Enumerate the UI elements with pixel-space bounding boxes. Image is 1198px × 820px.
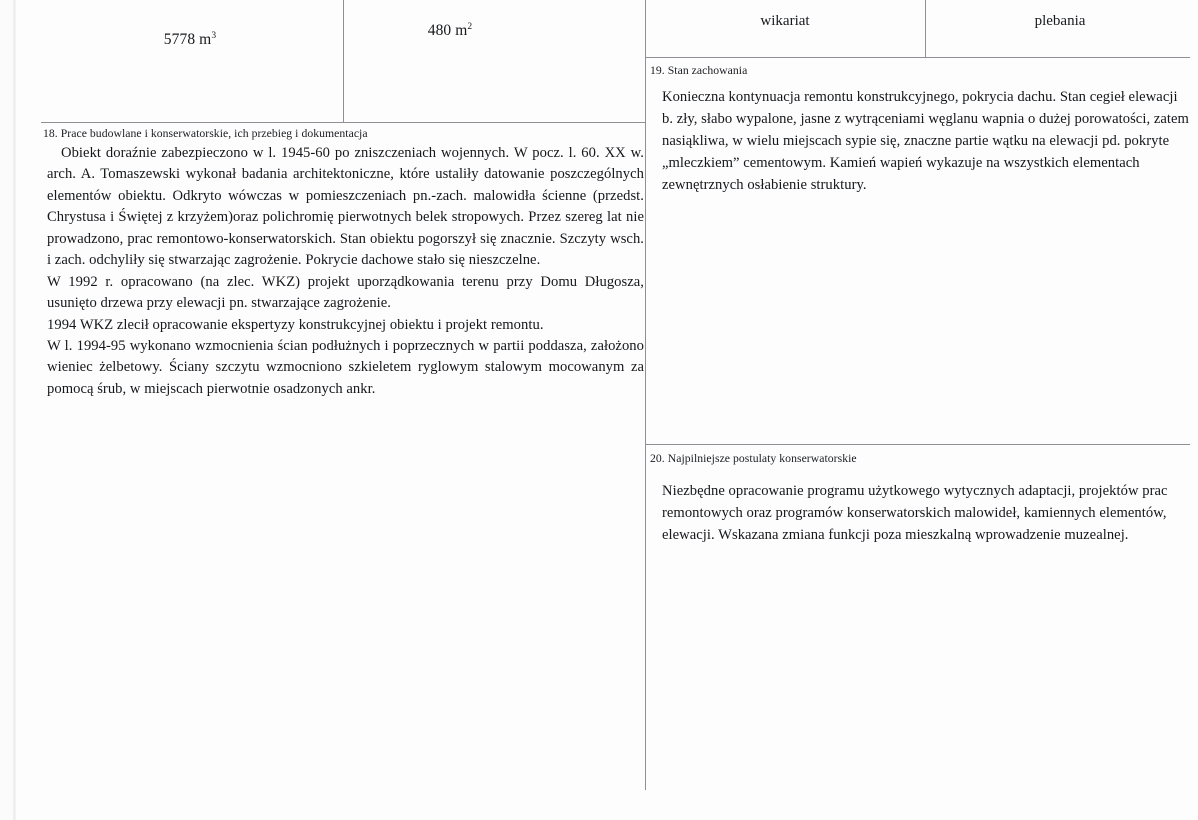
- table-rule-horizontal-right: [645, 57, 1190, 58]
- section-18-heading: 18. Prace budowlane i konserwatorskie, ich przebieg i dokumentacja: [43, 127, 368, 140]
- table-rule-vertical-left: [343, 0, 344, 122]
- powierzchnia-unit-exponent: 2: [467, 22, 473, 32]
- scan-edge-artifact: [13, 0, 16, 820]
- section-18-paragraph-1: Obiekt doraźnie zabezpieczono w l. 1945-60 po zniszczeniach wojennych. W pocz. l. 60. XX w. arch. A. Tomaszewski wykonał badania architektoniczne, które ustaliły datowanie poszczególnych elementów obiektu. Odkryto wówczas w pomieszczeniach pn.-zach. malowidła ścienne (przedst. Chrystusa i Świętej z krzyżem)oraz polichromię pierwotnych belek stropowych. Przez szereg lat nie prowadzono, prac remontowo-konserwatorskich. Stan obiektu pogorszył się znacznie. Szczyty wsch. i zach. odchyliły się stwarzając zagrożenie. Pokrycie dachowe stało się nieszczelne.: [47, 145, 644, 269]
- table-cell-powierzchnia: [370, 22, 530, 40]
- section-20-body: [662, 481, 1190, 547]
- section-19-body: [662, 87, 1190, 196]
- section-18-body: [47, 143, 644, 400]
- kubatura-unit-exponent: 3: [211, 31, 217, 41]
- section-19-20-divider-rule: [645, 444, 1190, 445]
- scan-margin: [0, 0, 13, 820]
- section-18-paragraph-3: 1994 WKZ zlecił opracowanie ekspertyzy konstrukcyjnej obiektu i projekt remontu.: [47, 316, 544, 333]
- table-cell-wikariat: wikariat: [760, 13, 810, 29]
- section-20-paragraph-1: Niezbędne opracowanie programu użytkowego wytycznych adaptacji, projektów prac remontowych oraz programów konserwatorskich malowideł, kamiennych elementów, elewacji. Wskazana zmiana funkcji poza mieszkalną wprowadzenie muzealnej.: [662, 483, 1168, 543]
- section-18-paragraph-4: W l. 1994-95 wykonano wzmocnienia ścian podłużnych i poprzecznych w partii poddasza, założono wieniec żelbetowy. Ściany szczytu wzmocniono szkieletem ryglowym stalowym mocowanym za pomocą śrub, w miejscach pierwotnie osadzonych ankr.: [47, 337, 644, 397]
- table-cell-plebania: plebania: [1034, 13, 1086, 29]
- table-rule-horizontal-left: [41, 122, 645, 123]
- table-rule-vertical-right: [925, 0, 926, 57]
- kubatura-value: 5778 m: [163, 31, 212, 49]
- section-19-paragraph-1: Konieczna kontynuacja remontu konstrukcyjnego, pokrycia dachu. Stan cegieł elewacji b. zły, słabo wypalone, jasne z wytrąceniami węglanu wapnia o dużej porowatości, zatem nasiąkliwa, w wielu miejscach sypie się, znaczne partie wątku na elewacji pd. pokryte „mleczkiem” cementowym. Kamień wapień wykazuje na wszystkich elementach zewnętrznych osłabienie struktury.: [662, 89, 1189, 193]
- table-cell-kubatura: [100, 31, 280, 49]
- powierzchnia-value: 480 m: [427, 22, 468, 40]
- section-18-paragraph-2: W 1992 r. opracowano (na zlec. WKZ) projekt uporządkowania terenu przy Domu Długosza, usunięto drzewa przy elewacji pn. stwarzające zagrożenie.: [47, 273, 644, 312]
- section-19-heading: 19. Stan zachowania: [650, 64, 748, 77]
- section-20-heading: 20. Najpilniejsze postulaty konserwatorskie: [650, 452, 857, 465]
- column-divider-rule: [645, 0, 646, 790]
